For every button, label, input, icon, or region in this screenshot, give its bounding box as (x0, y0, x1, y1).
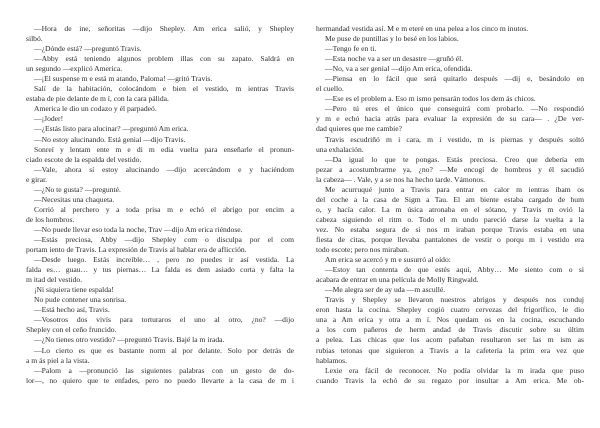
text-line: —Me alegra ser de ay uda —m ascullé. (325, 285, 446, 295)
text-line: Me acurruqué junto a Travis para entrar en calor m ientras íbam os (325, 184, 584, 194)
text-line: —Palom a —pronunció las siguientes palabras con un gesto de do- (34, 365, 294, 375)
text-line: —Esta noche va a ser un desastre —gruñó él. (325, 54, 464, 64)
text-line: Corrió al perchero y a toda prisa m e echó el abrigo por encim a (34, 204, 294, 214)
text-line: o, y hacía calor. La m úsica atronaba en el sótano, y Travis m ovió la (316, 204, 584, 214)
text-line: e girar. (26, 174, 48, 184)
text-line: cuando Travis la echó de su regazo por insultar a Am erica. Me ob- (316, 375, 584, 385)
right-page (316, 24, 584, 386)
text-line: ciado escote de la espalda del vestido. (26, 154, 142, 164)
text-line: pezar a acostumbrarme ya, ¿no? —Me encogí de hombros y él sacudió (316, 164, 584, 174)
text-line: rubias tetonas que siguieron a Travis a la cafetería la prim era vez que (316, 345, 584, 355)
text-line: Me puse de puntillas y lo besé en los labios. (325, 34, 459, 44)
text-line: vez. No estaba segura de si nos m iraban porque Travis estaba en una (316, 224, 584, 234)
text-line: Salí de la habitación, colocándom e bien el vestido, m ientras Travis (34, 84, 294, 94)
text-line: —¡Joder! (34, 114, 64, 124)
text-line: —Abby está teniendo algunos problem illas con su zapato. Saldrá en (34, 54, 294, 64)
text-line: fiesta de citas, porque llevaba pantalones de vestir o porqu m i vestido era (316, 234, 584, 244)
text-line: todo escote; pero nos miraban. (316, 245, 409, 255)
text-line: m itad del vestido. (26, 275, 83, 285)
text-line: ¡Ni siquiera tiene espalda! (34, 285, 114, 295)
text-line: una a Am erica y otra a m í. Nos quedam os en la cocina, escuchando (316, 315, 584, 325)
left-page (26, 24, 294, 386)
text-line: de los hombros. (26, 214, 75, 224)
text-line: —¿Estás listo para alucinar? —preguntó Am erica. (34, 124, 189, 134)
text-line: —Estoy tan contenta de que estés aquí, Abby… Me siento com o si (325, 265, 584, 275)
text-line: portam iento de Travis. La expresión de Travis al hablar era de aflicción. (26, 245, 247, 255)
text-line: a m ás piel a la vista. (26, 355, 90, 365)
text-line: silbó. (26, 34, 43, 44)
text-line: —¿No tienes otro vestido? —preguntó Travis. Bajé la m irada. (34, 335, 225, 345)
text-line: —Desde luego. Estás increíble… , pero no puedes ir así vestida. La (34, 255, 294, 265)
text-line: —Piensa en lo fácil que será quitarlo después —dij e, besándolo en (325, 74, 584, 84)
text-line: Lexie era fácil de reconocer. No podía olvidar la m irada que puso (325, 365, 584, 375)
text-line: Travis y Shepley se llevaron nuestros abrigos y después nos conduj (325, 295, 584, 305)
text-line: —Tengo fe en ti. (325, 44, 377, 54)
text-line: y m e echó hacia atrás para evaluar la expresión de su cara— . ¿De ver- (316, 114, 584, 124)
text-line: —¿No te gusta? —pregunté. (34, 184, 121, 194)
text-line: —No puede llevar eso toda la noche, Trav —dijo Am erica riéndose. (34, 224, 243, 234)
text-line: —No estoy alucinando. Está genial —dijo Travis. (34, 134, 186, 144)
text-line: —Está hecho así, Travis. (34, 305, 110, 315)
text-line: estaba de pie delante de m í, con la cara pálida. (26, 94, 169, 104)
text-line: —¡El suspense m e está m atando, Paloma! —gritó Travis. (34, 74, 213, 84)
text-line: No pude contener una sonrisa. (34, 295, 127, 305)
text-line: —Pero tú eres el único que conseguirá com probarlo. —No respondió (325, 104, 584, 114)
text-line: —No, va a ser genial —dijo Am erica, ofendida. (325, 64, 473, 74)
text-line: —Vosotros dos vivís para torturaros el uno al otro, ¿no? —dijo (34, 315, 294, 325)
text-line: falda es… guau… y tus piernas… La falda es dem asiado corta y falta la (26, 265, 294, 275)
text-line: lor—, no quiero que te enfades, pero no puedo llevarte a la casa de m i (26, 375, 294, 385)
text-line: hermandad vestida así. M e m eteré en una pelea a los cinco m inutos. (316, 24, 529, 33)
text-line: a los com pañeros de herm andad de Travis discutir sobre su últim (316, 325, 584, 335)
text-line: —Estás preciosa, Abby —dijo Shepley com o disculpa por el com (34, 234, 294, 244)
text-line: hablamos. (316, 355, 348, 365)
text-line: Sonreí y lentam ente m e di m edia vuelta para enseñarle el pronun- (34, 144, 294, 154)
text-line: Am erica se acercó y m e susurró al oído: (325, 255, 451, 265)
text-line: —Vale, ahora sí estoy alucinando —dijo acercándom e y haciéndom (34, 164, 294, 174)
text-line: el cuello. (316, 84, 344, 94)
text-line: —Necesitas una chaqueta. (34, 194, 115, 204)
text-line: a pelea. Las chicas que los acom pañaban resultaron ser las m ism as (316, 335, 584, 345)
text-line: Shepley con el ceño fruncido. (26, 325, 117, 335)
text-line: —Da igual lo que te pongas. Estás preciosa. Creo que debería em (325, 154, 584, 164)
text-line: America le dio un codazo y él parpadeó. (34, 104, 157, 114)
text-line: del coche a la casa de Sigm a Tau. El am biente estaba cargado de hum (316, 194, 584, 204)
text-line: dad quieres que me cambie? (316, 124, 403, 134)
text-line: acabara de entrar en una película de Molly Ringwald. (316, 275, 479, 285)
text-line: —Lo cierto es que es bastante norm al por delante. Solo por detrás de (34, 345, 294, 355)
text-line: —¿Dónde está? —preguntó Travis. (34, 44, 142, 54)
text-line: Travis escudriñó m i cara, m i vestido, m is piernas y después soltó (325, 134, 584, 144)
text-line: cabeza siguiendo el ritm o. Todo el m undo pareció darse la vuelta a la (316, 214, 584, 224)
text-line: la cabeza— . Vale, y a se nos ha hecho tarde. Vámonos. (316, 174, 486, 184)
text-line: —Ese es el problem a. Eso m ismo pensarán todos los dem ás chicos. (325, 94, 536, 104)
text-line: —Hora de ine, señoritas —dijo Shepley. Am erica salió, y Shepley (34, 24, 294, 33)
text-line: un segundo —explicó America. (26, 64, 123, 74)
text-line: una exhalación. (316, 144, 364, 154)
text-line: eron hasta la cocina. Shepley cogió cuatro cervezas del frigorífico, le dio (316, 305, 584, 315)
